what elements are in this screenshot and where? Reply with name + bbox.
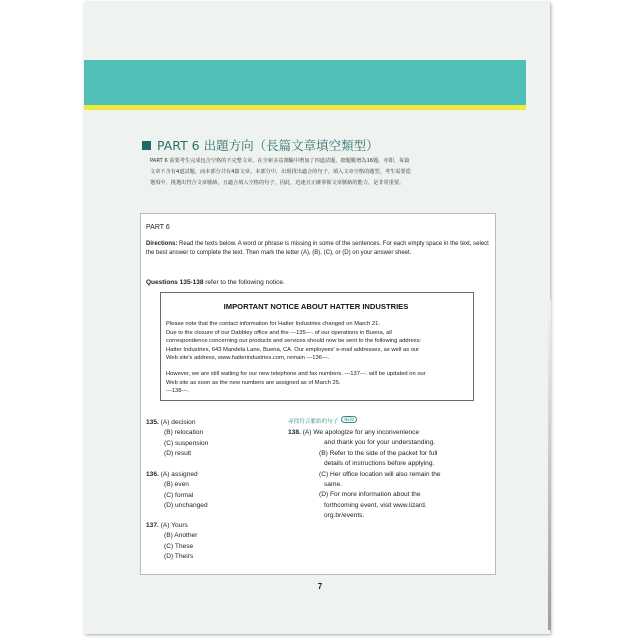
notice-title: IMPORTANT NOTICE ABOUT HATTER INDUSTRIES [223,302,409,311]
notice-line: correspondence concerning our products and services should now be sent to the following address: [166,338,422,345]
section-heading [142,136,379,154]
notice-line: Please note that the contact information for Hatter Industries changed on March 21. [166,321,380,327]
section-heading-text: PART 6 出題方向（長篇文章填空類型） [157,138,379,153]
answer-option: (D) Theirs [164,553,194,561]
intro-paragraph [150,156,490,189]
intro-line: PART 6 需要考生完成包含空格的不完整文章，在全新多益測驗中增加了四道試題，總題數增為16題。亦即，每篇 [150,158,410,164]
new-badge: NEW [341,416,356,423]
question-number: 137. [146,522,159,529]
notice-line: However, we are still waiting for our new telephone and fax numbers. ---137---. will be updated on our [166,370,426,377]
question-138 [288,428,441,522]
answer-option: (D) For more information about the [319,491,421,499]
answer-option: (B) relocation [164,429,204,437]
answer-option: (A) We apologize for any inconvenience [302,429,420,436]
answer-option: (B) even [164,481,189,489]
answer-option: (A) Yours [160,522,188,529]
answer-option-cont: org.br/events. [324,512,365,520]
hint-text: 尋找符合脈絡的句子 [288,419,339,425]
hint-label [288,416,357,425]
answer-option: (C) Her office location will also remain the [319,470,441,478]
answer-option: (B) Another [164,532,198,540]
question-136 [146,470,208,512]
header-band [84,60,526,105]
questions-range: Questions 135-138 [146,279,204,286]
answer-option: (C) These [164,542,194,550]
part-label: PART 6 [146,224,170,231]
questions-reference [146,279,285,286]
answer-option: (A) assigned [160,471,198,478]
answer-option: (D) result [164,450,192,458]
answer-option: (B) Refer to the side of the packet for full [319,449,438,457]
question-135 [146,418,208,460]
answer-option-cont: and thank you for your understanding. [324,439,436,447]
notice-body [166,320,468,396]
header-accent-line [84,105,526,110]
intro-line: 選項中，挑選出符合文章脈絡，且適合填入空格的句子。因此，迅速且正確掌握文章脈絡的能力，是非常重要。 [150,180,405,186]
answer-option: (C) formal [164,491,194,499]
answer-option: (A) decision [160,419,196,426]
notice-line: Web site as soon as the new numbers are assigned as of March 25. [166,379,341,386]
notice-line: ---138---. [166,388,189,395]
question-137 [146,521,197,563]
page-shadow [548,300,551,630]
questions-ref-text: refer to the following notice. [203,279,285,286]
answer-option-cont: same. [324,481,342,489]
notice-line: Web site's address, www.hatterindustries.com, remain ---136---. [166,355,330,362]
intro-line: 文章下含有4道試題，而本部分共有4篇文章。本部分中，出現找出適合的句子，填入文章空格的題型，考生需要從 [150,169,411,175]
page-number: 7 [317,582,323,591]
notice-line: Due to the closure of our Dabbley office and the ---135---. of our operations in Buena, all [166,329,392,336]
directions [146,240,492,257]
answer-option-cont: forthcoming event, visit www.lizard. [324,501,427,509]
answer-option: (D) unchanged [164,502,208,510]
question-number: 135. [146,419,159,426]
notice-line: Hatter Industries, 643 Mandela Lane, Buena, CA. Our employees' e-mail addresses, as well as our [166,346,420,353]
question-number: 138. [288,429,301,436]
answer-option: (C) suspension [164,439,209,447]
square-bullet-icon [142,141,151,150]
directions-label: Directions: [146,241,178,247]
question-number: 136. [146,471,159,478]
directions-text: Read the texts below. A word or phrase is missing in some of the sentences. For each empty space in the text, select the best answer to complete the text. Then mark the letter (A), (B), (C), or (D) on your answer sheet. [146,241,489,256]
answer-option-cont: details of instructions before applying. [324,460,435,468]
